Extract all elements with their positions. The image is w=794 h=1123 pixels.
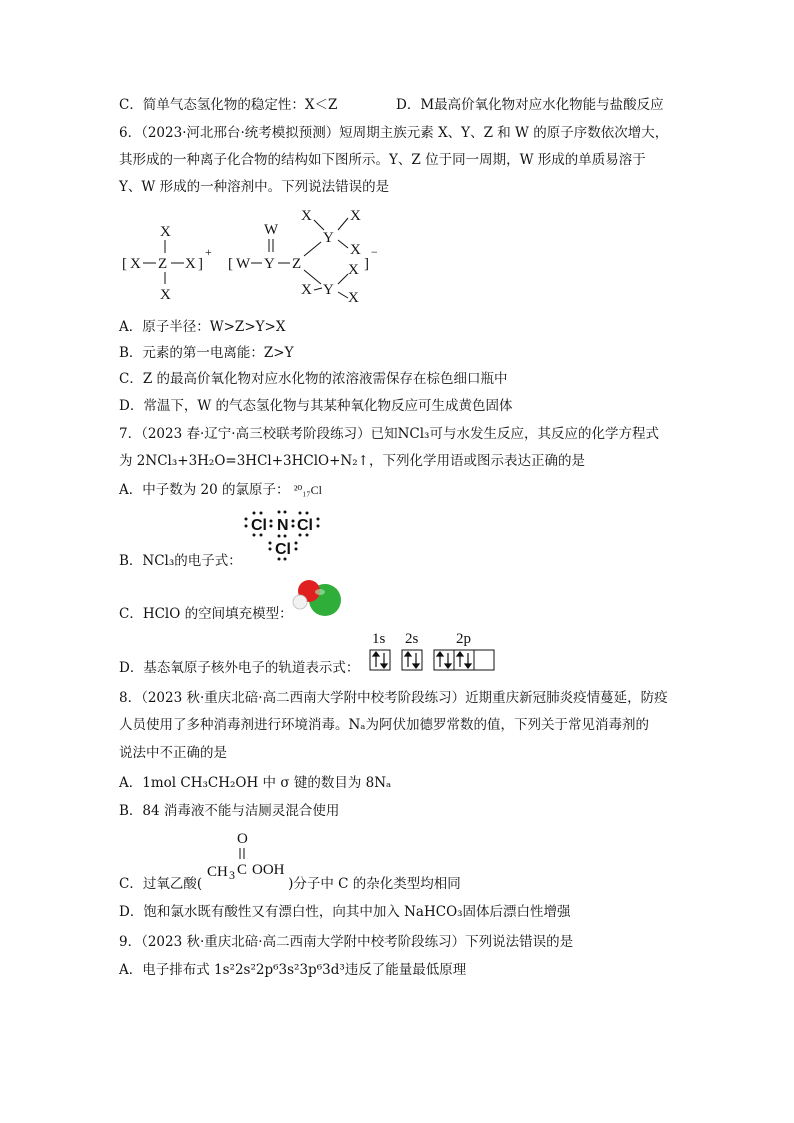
anion-w-left: W — [236, 256, 251, 272]
q8-option-d: D．饱和氯水既有酸性又有漂白性，向其中加入 NaHCO₃固体后漂白性增强 — [119, 904, 571, 920]
anion-charge: − — [371, 245, 378, 259]
cation-x-right: X — [185, 256, 196, 272]
x-up-3: X — [350, 242, 361, 258]
q7-stem-line1: 7．（2023 春·辽宁·高三校联考阶段练习）已知NCl₃可与水发生反应，其反应的化学方程式 — [119, 426, 659, 442]
label-1s: 1s — [372, 631, 386, 647]
x-up-1: X — [301, 208, 312, 224]
q6-stem-line2: 其形成的一种离子化合物的结构如下图所示。Y、Z 位于同一周期，W 形成的单质易溶于 — [119, 152, 646, 168]
hclo-space-filling-model — [290, 578, 346, 618]
peracetic-acid-structure — [205, 829, 295, 881]
cation-x-top: X — [160, 224, 171, 240]
anion-w-top: W — [264, 222, 279, 238]
q8-option-b: B．84 消毒液不能与洁厕灵混合使用 — [119, 803, 340, 819]
anion-y-center: Y — [264, 256, 275, 272]
cation-z: Z — [158, 256, 168, 272]
ionic-compound-structure — [118, 204, 398, 308]
x-low-2: X — [301, 282, 312, 298]
methyl-group: CH — [207, 864, 228, 880]
q6-stem-line1: 6．（2023·河北邢台·统考模拟预测）短周期主族元素 X、Y、Z 和 W 的原子序数依次增大， — [119, 125, 669, 141]
q8-stem-line1: 8．（2023 秋·重庆北碚·高二西南大学附中校考阶段练习）近期重庆新冠肺炎疫情蔓延，防疫 — [119, 690, 668, 706]
anion-structure — [228, 208, 378, 306]
anion-y-lower: Y — [323, 282, 334, 298]
q7-option-a — [119, 481, 322, 499]
x-low-3: X — [348, 290, 359, 306]
bracket-left: [ — [122, 256, 127, 272]
cation-x-left: X — [130, 256, 141, 272]
q6-option-b: B．元素的第一电离能：Z>Y — [119, 345, 294, 361]
label-2s: 2s — [405, 631, 419, 647]
chlorine-isotope: ²⁰₁₇Cl — [293, 483, 322, 497]
cation-structure — [122, 224, 212, 303]
anion-y-upper: Y — [323, 230, 334, 246]
hydrogen-sphere — [293, 595, 307, 609]
q8-option-c-post: )分子中 C 的杂化类型均相同 — [288, 876, 461, 892]
n-center: N — [277, 517, 289, 534]
ncl3-electron-formula — [240, 508, 330, 562]
oxygen-orbital-diagram — [368, 631, 502, 673]
svg-text:]: ] — [364, 256, 369, 272]
q6-option-d: D．常温下，W 的气态氢化物与其某种氧化物反应可生成黄色固体 — [119, 398, 513, 414]
q7-option-a-text: A．中子数为 20 的氯原子： — [119, 482, 290, 498]
x-low-1: X — [348, 262, 359, 278]
q8-stem-line3: 说法中不正确的是 — [119, 745, 227, 761]
peroxy-group: OOH — [252, 862, 285, 878]
cl-right: Cl — [297, 517, 313, 534]
cl-left: Cl — [251, 517, 267, 534]
q9-option-a: A．电子排布式 1s²2s²2p⁶3s²3p⁶3d³违反了能量最低原理 — [119, 962, 467, 978]
cation-x-bottom: X — [160, 287, 171, 303]
label-2p: 2p — [456, 631, 471, 647]
q9-stem: 9．（2023 秋·重庆北碚·高二西南大学附中校考阶段练习）下列说法错误的是 — [119, 934, 574, 950]
q6-option-c: C．Z 的最高价氧化物对应水化物的浓溶液需保存在棕色细口瓶中 — [119, 371, 508, 387]
q8-option-c-pre: C．过氧乙酸( — [119, 876, 203, 892]
anion-z: Z — [292, 256, 302, 272]
q6-option-a: A．原子半径：W>Z>Y>X — [119, 319, 286, 335]
prev-option-c: C．简单气态氢化物的稳定性：X＜Z — [119, 97, 338, 113]
cl-bottom: Cl — [275, 541, 291, 558]
q8-stem-line2: 人员使用了多种消毒剂进行环境消毒。Nₐ为阿伏加德罗常数的值，下列关于常见消毒剂的 — [119, 717, 650, 733]
q7-option-b: B．NCl₃的电子式： — [119, 553, 242, 569]
svg-text:[: [ — [228, 256, 233, 272]
q7-option-c: C．HClO 的空间填充模型： — [119, 606, 293, 622]
q8-option-a: A．1mol CH₃CH₂OH 中 σ 键的数目为 8Nₐ — [119, 775, 392, 791]
bracket-right: ] — [198, 256, 203, 272]
carbonyl-carbon: C — [237, 862, 248, 878]
x-up-2: X — [350, 208, 361, 224]
q6-stem-line3: Y、W 形成的一种溶剂中。下列说法错误的是 — [119, 179, 390, 195]
cation-charge: + — [205, 245, 212, 259]
q7-option-d: D．基态氧原子核外电子的轨道表示式： — [119, 660, 360, 676]
prev-option-d: D．M最高价氧化物对应水化物能与盐酸反应 — [396, 97, 664, 113]
carbonyl-oxygen: O — [237, 831, 248, 847]
methyl-subscript: 3 — [229, 868, 235, 881]
q7-stem-line2: 为 2NCl₃+3H₂O=3HCl+3HClO+N₂↑，下列化学用语或图示表达正确的是 — [119, 453, 585, 469]
